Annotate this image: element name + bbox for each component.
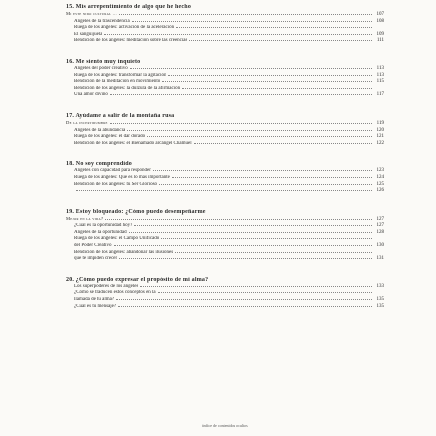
toc-entry-text: Ángeles de la abundancia — [74, 127, 126, 133]
chapter-section — [66, 277, 384, 310]
page-number: 130 — [376, 243, 384, 249]
chapter-heading: 20. ¿Cómo puedo expresar el propósito de mi alma? — [66, 276, 209, 283]
toc-entry-text: El sanguijuela — [74, 31, 103, 37]
dot-leader — [140, 286, 372, 287]
dot-leader — [116, 299, 372, 300]
toc-entry[interactable] — [66, 79, 384, 86]
toc-entry-text: Bendición de los ángeles: meditación sobre las creencias — [74, 38, 188, 44]
page-number: 128 — [376, 229, 384, 235]
toc-entry-text: Ruega de los ángeles: el Campo Unificado — [74, 236, 160, 242]
toc-entry-text: Ruega de los ángeles: Qué es lo más importante — [74, 174, 170, 180]
toc-entry[interactable] — [66, 243, 384, 250]
chapter-heading: 17. Ayúdame a salir de la montaña rusa — [66, 112, 175, 119]
toc-entry-text: del Poder Creativo — [74, 243, 112, 249]
toc-entry-text: Ruega de los ángeles: activación de la aceleración — [74, 25, 175, 31]
dot-leader — [158, 292, 372, 293]
dot-leader — [147, 136, 372, 137]
dot-leader — [105, 219, 372, 220]
toc-entry-text: Bendición de los ángeles: abandonar las ilusiones — [74, 249, 174, 255]
dot-leader — [114, 245, 373, 246]
page-number: 107 — [376, 12, 384, 17]
toc-entry-text: Bendición de los ángeles: el Bienamado arcángel Chamuel — [74, 140, 192, 146]
toc-entry[interactable] — [66, 141, 384, 148]
page-number: 121 — [376, 134, 384, 140]
dot-leader — [134, 225, 372, 226]
page-number: 131 — [376, 256, 384, 262]
toc-entry-text: ¿Cómo se traducen estos conceptos en la — [74, 290, 156, 296]
toc-entry[interactable] — [66, 230, 384, 237]
dot-leader — [159, 184, 372, 185]
toc-entry[interactable] — [66, 175, 384, 182]
toc-entry-text: Ángeles del poder creativo — [74, 65, 128, 71]
dot-leader — [119, 14, 372, 15]
toc-entry-text: Una amor divino — [74, 92, 108, 98]
toc-entry[interactable] — [66, 38, 384, 45]
toc-entry-text: Ruega de los ángeles: transformar la agitación — [74, 72, 167, 78]
toc-entry[interactable] — [66, 223, 384, 230]
page-number: 135 — [376, 303, 384, 309]
toc-entry[interactable] — [66, 188, 384, 195]
page-number: 117 — [376, 92, 384, 98]
toc-entry[interactable] — [66, 256, 384, 263]
page-number: 127 — [376, 216, 384, 222]
dot-leader — [76, 190, 372, 191]
dot-leader — [189, 40, 372, 41]
page-number: 133 — [376, 283, 384, 289]
toc-entry[interactable] — [66, 66, 384, 73]
toc-entry[interactable] — [66, 32, 384, 39]
page-number: 127 — [376, 223, 384, 229]
toc-entry-text: Mejor en la vida? — [66, 215, 104, 221]
dot-leader — [129, 232, 372, 233]
chapter-heading: 16. Me siento muy inquieto — [66, 58, 141, 65]
toc-entry-text: Mi este nido cultural ... — [66, 11, 118, 16]
page-number: 126 — [376, 188, 384, 194]
toc-entry[interactable] — [66, 92, 384, 99]
dot-leader — [194, 143, 372, 144]
toc-entry-text: Ángeles de la trascendencia — [74, 18, 130, 24]
chapter-heading: 18. No soy comprendido — [66, 161, 132, 168]
page-number: 135 — [376, 297, 384, 303]
chapter-section — [66, 113, 384, 147]
toc-entry-text: Bendición de la meditación en movimiento — [74, 79, 161, 85]
toc-entry[interactable] — [66, 25, 384, 32]
page-number: 124 — [376, 174, 384, 180]
dot-leader — [132, 21, 372, 22]
page-number: 113 — [376, 72, 384, 78]
toc-entry-text: llamada de tu alma? — [74, 297, 115, 303]
toc-entry[interactable] — [66, 250, 384, 257]
page-number: 125 — [376, 181, 384, 187]
dot-leader — [162, 81, 372, 82]
toc-entry[interactable] — [66, 236, 384, 243]
toc-entry[interactable] — [66, 73, 384, 80]
toc-entry-text: De la incertidumbre — [66, 119, 108, 125]
chapter-heading: 15. Mis arrepentimiento de algo que he hecho — [66, 4, 192, 10]
toc-entry-text: Ángeles con capacidad para responder — [74, 168, 151, 174]
dot-leader — [161, 238, 372, 239]
dot-leader — [130, 68, 372, 69]
dot-leader — [119, 258, 372, 259]
chapter-section — [66, 59, 384, 99]
dot-leader — [168, 75, 372, 76]
dot-leader — [118, 306, 372, 307]
page-number: 122 — [376, 140, 384, 146]
toc-entry[interactable] — [66, 19, 384, 26]
dot-leader — [182, 88, 372, 89]
dot-leader — [110, 123, 372, 124]
page-number: 113 — [376, 65, 384, 71]
toc-entry[interactable] — [66, 216, 384, 224]
dot-leader — [104, 34, 372, 35]
page-footer: índice de contenidos ocultos — [202, 423, 248, 428]
toc-entry[interactable] — [66, 11, 384, 19]
toc-entry-text: ¿Cuál es tu mensaje? — [74, 303, 117, 309]
toc-entry[interactable] — [66, 182, 384, 189]
toc-entry-text: Ruega de los ángeles: el dar dorado — [74, 134, 146, 140]
chapter-section — [66, 209, 384, 263]
toc-entry[interactable] — [66, 168, 384, 175]
page-number: 115 — [376, 79, 384, 85]
chapter-section — [66, 161, 384, 194]
toc-entry[interactable] — [66, 120, 384, 128]
toc-entry-text: que te impiden crecer — [74, 256, 118, 262]
toc-entry-text: Ángeles de la oportunidad — [74, 229, 127, 235]
toc-entry-text: Bendición de los ángeles: tu Ser Glorioso — [74, 181, 158, 187]
chapter-heading: 19. Estoy bloqueado: ¿Cómo puedo desempeñarme — [66, 208, 206, 215]
dot-leader — [110, 94, 372, 95]
toc-entry-text: Los superpoderes de los ángeles — [74, 283, 139, 289]
dot-leader — [176, 27, 372, 28]
dot-leader — [172, 177, 372, 178]
toc-entry-text: ¿Cuál es la oportunidad hoy? — [74, 223, 133, 229]
page-number: 120 — [376, 127, 384, 133]
chapter-section — [66, 4, 384, 45]
toc-entry[interactable] — [66, 134, 384, 141]
toc-entry[interactable] — [66, 128, 384, 135]
page-number: 111 — [376, 38, 384, 44]
toc-entry[interactable] — [66, 297, 384, 304]
toc-entry[interactable] — [66, 304, 384, 311]
page-number: 108 — [376, 18, 384, 24]
dot-leader — [175, 252, 372, 253]
dot-leader — [127, 130, 372, 131]
toc-entry[interactable] — [66, 284, 384, 291]
toc-entry[interactable] — [66, 290, 384, 297]
page-number: 119 — [376, 120, 384, 126]
dot-leader — [153, 170, 372, 171]
page-number: 109 — [376, 31, 384, 37]
toc-entry[interactable] — [66, 86, 384, 93]
toc-entry-text: Bendición de los ángeles: la dulzura de la afirmación — [74, 85, 181, 91]
page-number: 123 — [376, 168, 384, 174]
